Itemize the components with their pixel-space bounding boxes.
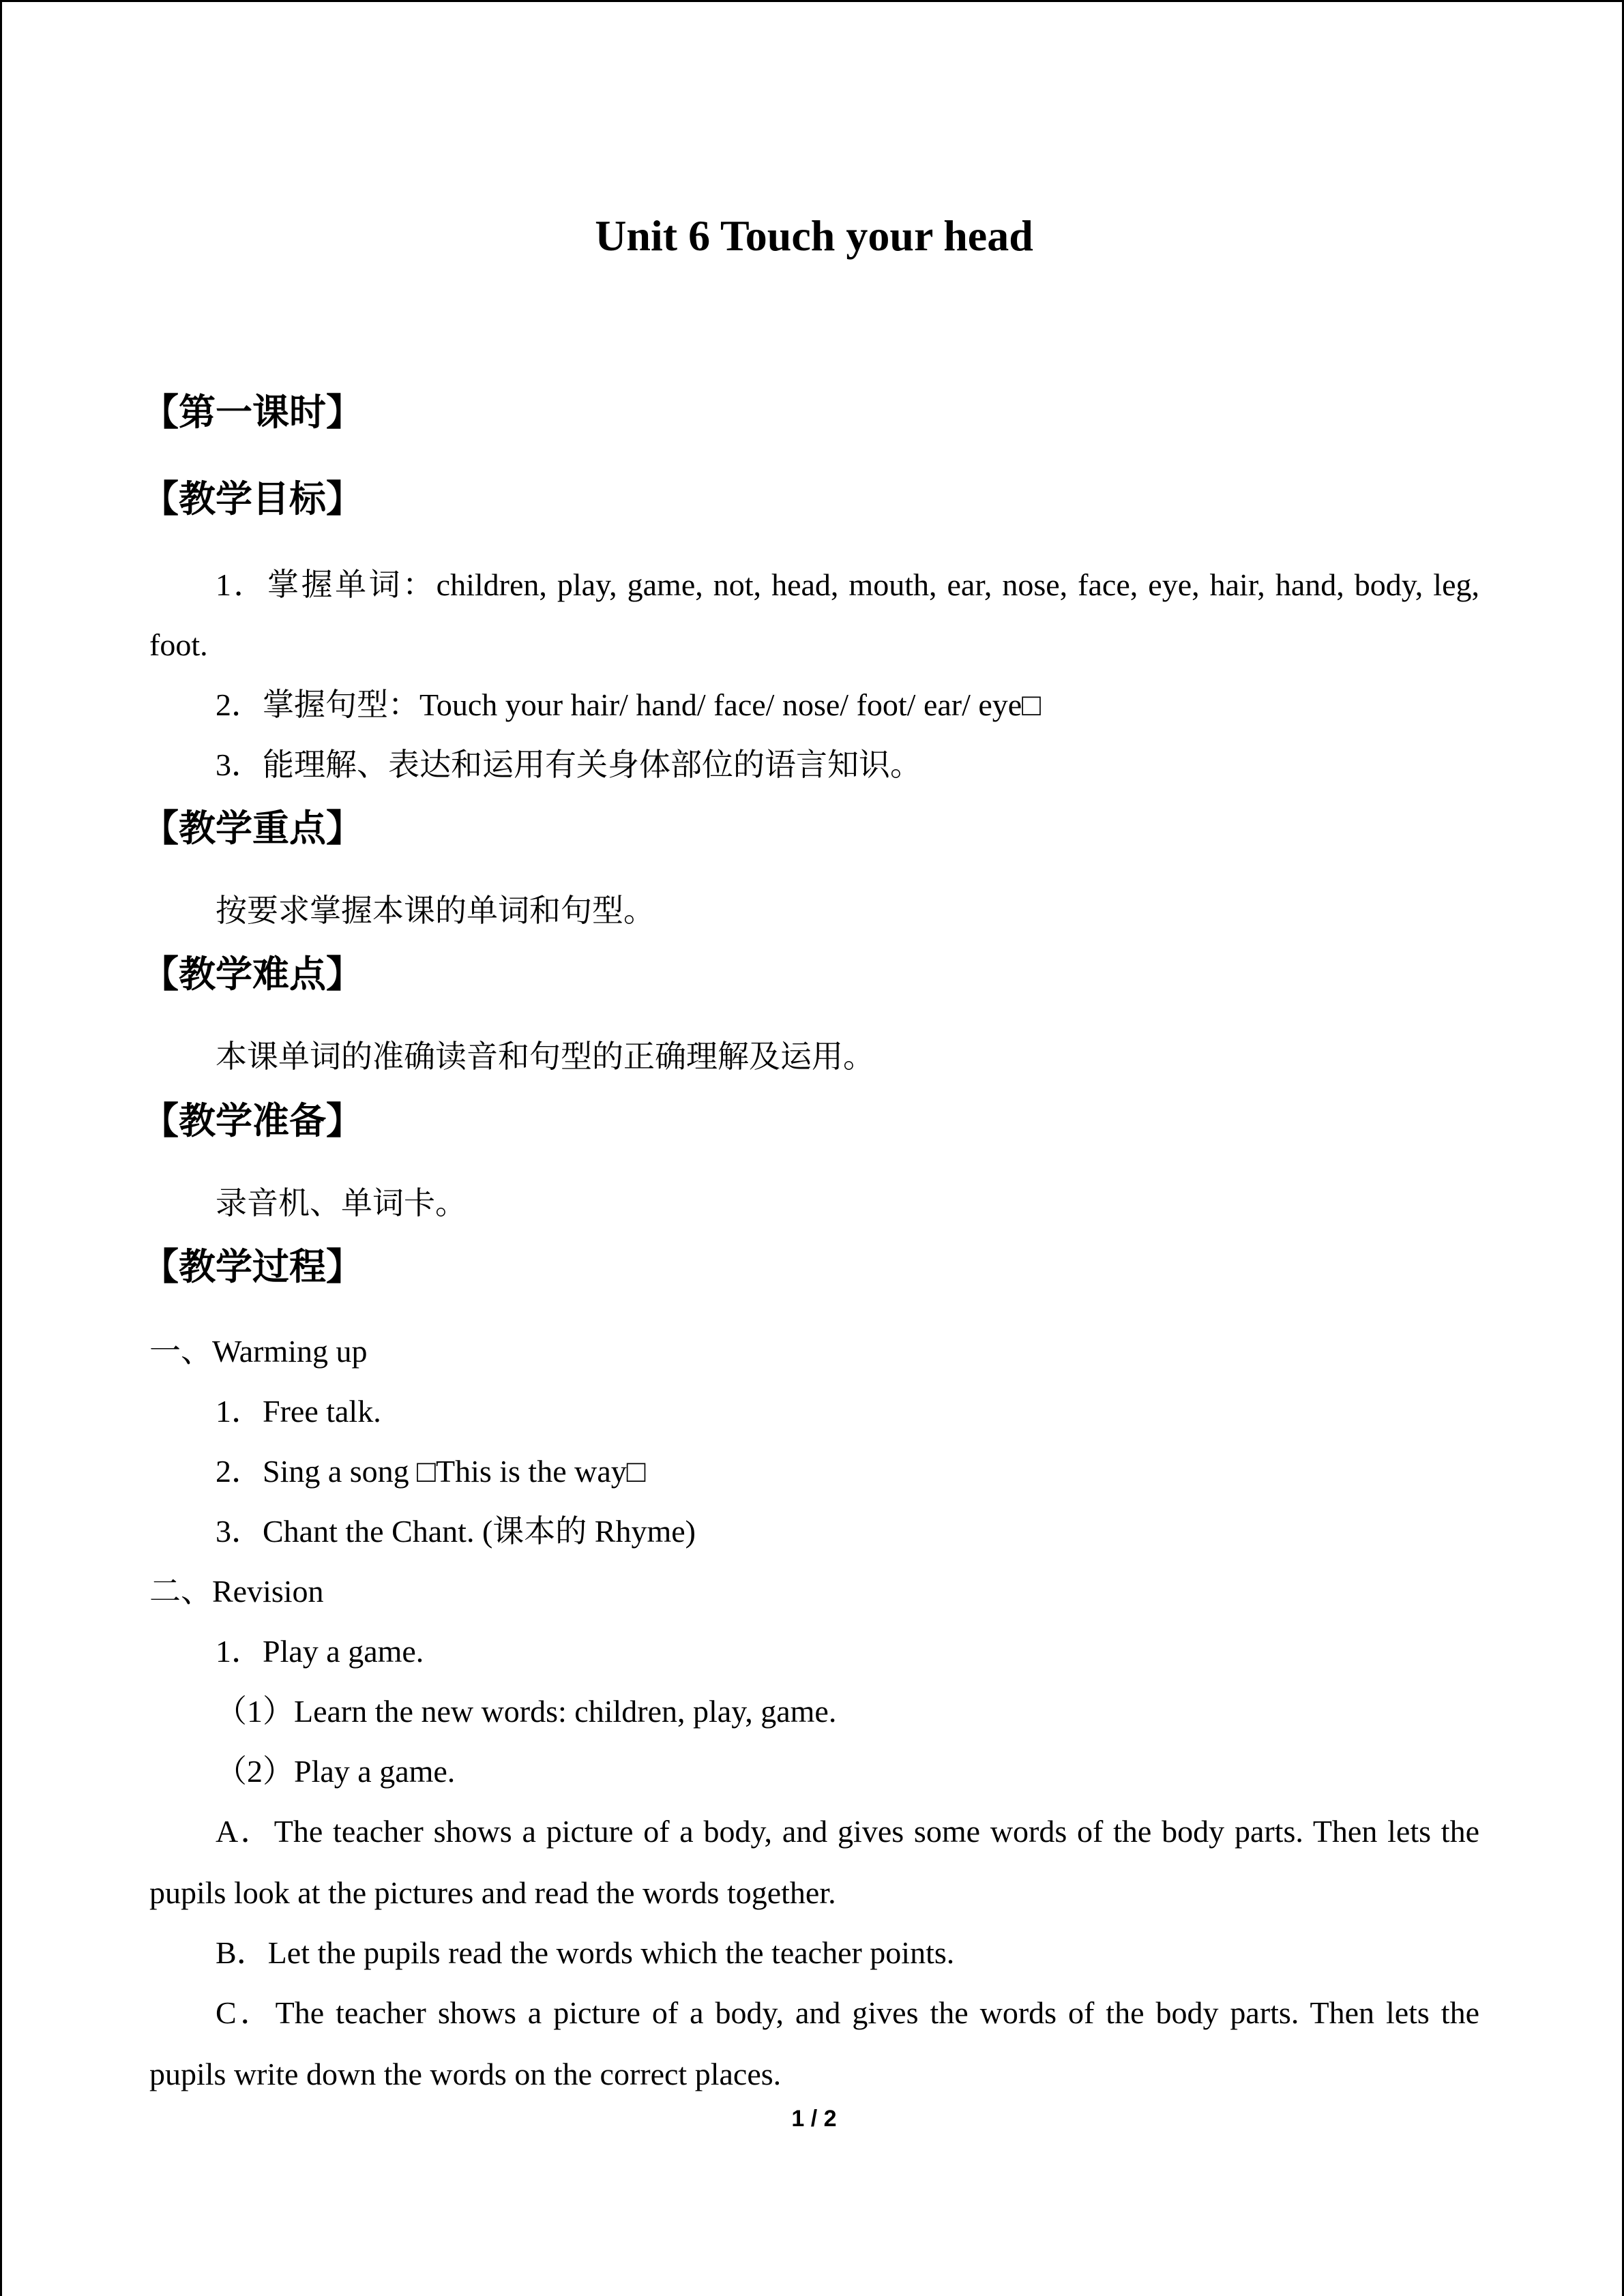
document-title: Unit 6 Touch your head bbox=[595, 211, 1033, 260]
warmup-item-1: 1．Free talk. bbox=[216, 1394, 381, 1429]
objective-2: 2．掌握句型：Touch your hair/ hand/ face/ nose/ foot/ ear/ eye□ bbox=[216, 687, 1041, 722]
revision-sub-1: （1）Learn the new words: children, play, game. bbox=[216, 1694, 837, 1729]
difficulties-heading: 【教学难点】 bbox=[142, 953, 363, 996]
preparation-heading: 【教学准备】 bbox=[142, 1099, 363, 1142]
revision-title: 二、Revision bbox=[149, 1574, 324, 1609]
process-heading: 【教学过程】 bbox=[142, 1245, 363, 1288]
revision-sub-2: （2）Play a game. bbox=[216, 1754, 456, 1789]
preparation-text: 录音机、单词卡。 bbox=[216, 1186, 467, 1221]
objective-1-line-2: foot. bbox=[149, 627, 208, 662]
objective-3: 3．能理解、表达和运用有关身体部位的语言知识。 bbox=[216, 747, 921, 782]
objectives-heading: 【教学目标】 bbox=[142, 477, 363, 520]
revision-c-line-1: C．The teacher shows a picture of a body, and gives the words of the body parts. Then lets the bbox=[216, 1995, 1479, 2030]
warmup-title: 一、Warming up bbox=[149, 1334, 368, 1369]
key-points-text: 按要求掌握本课的单词和句型。 bbox=[216, 893, 655, 928]
revision-c-line-2: pupils write down the words on the correct places. bbox=[149, 2057, 782, 2091]
revision-a-line-1: A．The teacher shows a picture of a body, and gives some words of the body parts. Then lets the bbox=[216, 1814, 1479, 1849]
difficulties-text: 本课单词的准确读音和句型的正确理解及运用。 bbox=[216, 1039, 874, 1074]
warmup-item-3: 3．Chant the Chant. (课本的 Rhyme) bbox=[216, 1514, 696, 1549]
warmup-item-2: 2．Sing a song □This is the way□ bbox=[216, 1454, 646, 1489]
lesson-label: 【第一课时】 bbox=[142, 391, 363, 434]
revision-a-line-2: pupils look at the pictures and read the words together. bbox=[149, 1875, 836, 1910]
revision-b-line: B．Let the pupils read the words which the teacher points. bbox=[216, 1935, 955, 1970]
revision-item-1: 1．Play a game. bbox=[216, 1634, 424, 1669]
page-number: 1 / 2 bbox=[791, 2106, 837, 2132]
objective-1-line-1: 1．掌握单词：children, play, game, not, head, mouth, ear, nose, face, eye, hair, hand, body, leg, bbox=[216, 567, 1479, 602]
key-points-heading: 【教学重点】 bbox=[142, 807, 363, 850]
